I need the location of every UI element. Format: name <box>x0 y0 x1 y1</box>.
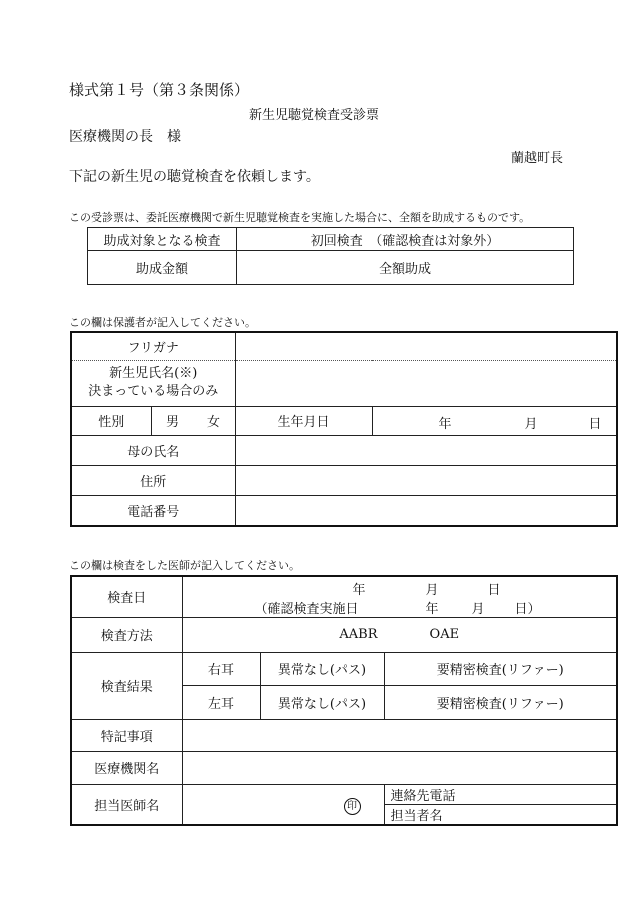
issuer: 蘭越町長 <box>511 151 564 166</box>
confirm-day: 日） <box>514 602 541 617</box>
exam-year: 年 <box>352 583 366 598</box>
institution-field[interactable] <box>182 751 617 784</box>
form-title: 新生児聴覚検査受診票 <box>249 108 380 123</box>
doctor-name-field[interactable] <box>182 784 384 825</box>
result-label: 検査結果 <box>71 652 182 719</box>
right-ear-refer[interactable]: 要精密検査(リファー) <box>384 652 617 685</box>
remarks-label: 特記事項 <box>71 719 182 751</box>
address-label: 住所 <box>71 465 235 495</box>
guardian-note: この欄は保護者が記入してください。 <box>69 316 256 329</box>
request-text: 下記の新生児の聴覚検査を依頼します。 <box>69 169 320 185</box>
subsidy-amount-value: 全額助成 <box>237 251 574 285</box>
left-ear-label: 左耳 <box>182 685 260 719</box>
subsidy-table <box>87 227 574 285</box>
left-ear-refer[interactable]: 要精密検査(リファー) <box>384 685 617 719</box>
mother-name-field[interactable] <box>235 435 617 465</box>
method-options[interactable] <box>182 617 617 652</box>
right-ear-label: 右耳 <box>182 652 260 685</box>
furigana-label: フリガナ <box>71 332 235 360</box>
dob-label: 生年月日 <box>235 406 372 435</box>
confirm-month: 月 <box>471 602 485 617</box>
sex-female[interactable]: 女 <box>207 415 221 430</box>
address-field[interactable] <box>235 465 617 495</box>
phone-field[interactable] <box>235 495 617 526</box>
guardian-table <box>70 331 618 527</box>
exam-month: 月 <box>425 583 439 598</box>
contact-person-label[interactable]: 担当者名 <box>384 804 617 825</box>
baby-name-line1: 新生児氏名(※) <box>109 366 198 381</box>
confirm-year: 年 <box>425 602 439 617</box>
method-label: 検査方法 <box>71 617 182 652</box>
dob-month: 月 <box>524 416 538 432</box>
exam-date-field[interactable] <box>182 576 617 617</box>
sex-label: 性別 <box>71 406 151 435</box>
furigana-field[interactable] <box>235 332 617 360</box>
method-aabr[interactable]: AABR <box>339 627 378 642</box>
addressee: 医療機関の長 様 <box>69 129 181 145</box>
phone-label: 電話番号 <box>71 495 235 526</box>
doctor-name-label: 担当医師名 <box>71 784 182 825</box>
form-number: 様式第１号（第３条関係） <box>69 81 250 99</box>
method-oae[interactable]: OAE <box>429 627 460 642</box>
remarks-field[interactable] <box>182 719 617 751</box>
institution-label: 医療機関名 <box>71 751 182 784</box>
confirm-date-open: （確認検査実施日 <box>254 602 359 617</box>
sex-options[interactable] <box>151 406 235 435</box>
doctor-note: この欄は検査をした医師が記入してください。 <box>69 559 300 572</box>
left-ear-pass[interactable]: 異常なし(パス) <box>260 685 384 719</box>
exam-day: 日 <box>487 583 501 598</box>
dob-year: 年 <box>438 416 452 432</box>
mother-name-label: 母の氏名 <box>71 435 235 465</box>
baby-name-label <box>71 360 235 406</box>
subsidy-note: この受診票は、委託医療機関で新生児聴覚検査を実施した場合に、全額を助成するものです。 <box>69 211 531 224</box>
contact-phone-label[interactable]: 連絡先電話 <box>384 784 617 804</box>
right-ear-pass[interactable]: 異常なし(パス) <box>260 652 384 685</box>
dob-field[interactable] <box>372 406 617 435</box>
doctor-table <box>70 575 618 826</box>
exam-date-label: 検査日 <box>71 576 182 617</box>
dob-day: 日 <box>588 416 602 432</box>
sex-male[interactable]: 男 <box>165 415 179 430</box>
baby-name-line2: 決まっている場合のみ <box>88 384 219 399</box>
subsidy-target-label: 助成対象となる検査 <box>88 228 237 251</box>
seal-icon: 印 <box>344 798 361 815</box>
baby-name-field[interactable] <box>235 360 617 406</box>
subsidy-target-value: 初回検査 （確認検査は対象外） <box>237 228 574 251</box>
subsidy-amount-label: 助成金額 <box>88 251 237 285</box>
